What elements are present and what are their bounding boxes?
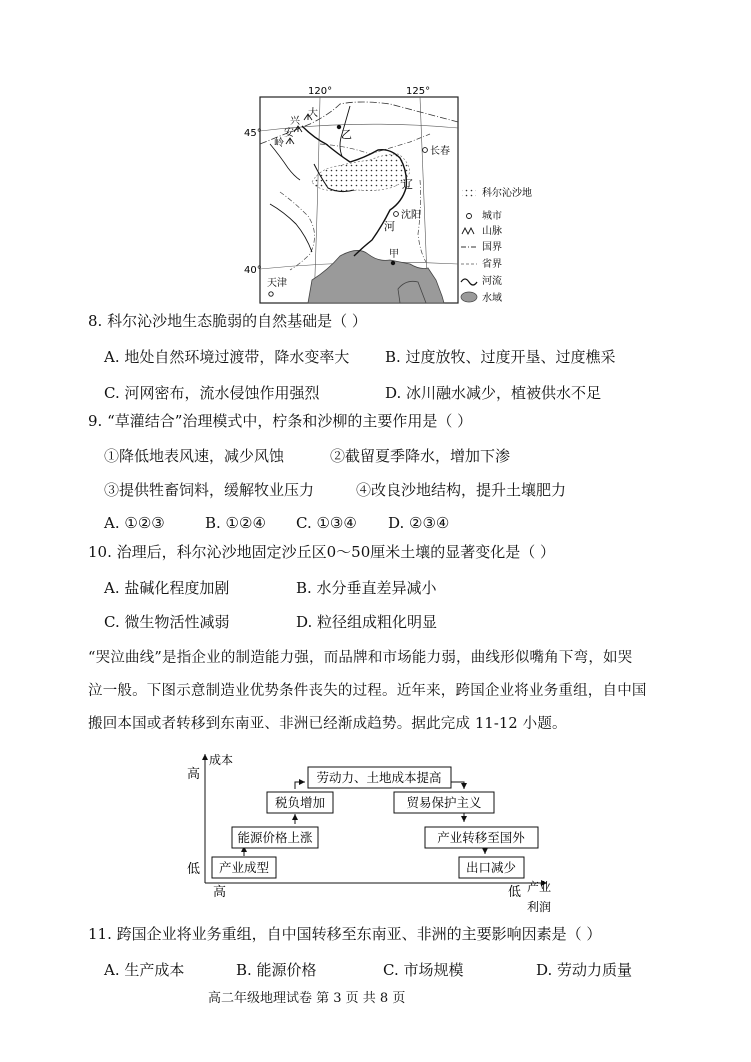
box-transfer: 产业转移至国外 — [437, 830, 525, 845]
lon-label-120: 120° — [308, 86, 333, 97]
legend-label-provincial: 省界 — [482, 259, 502, 270]
water-icon — [461, 292, 477, 302]
legend-label-national: 国界 — [482, 242, 502, 253]
legend-label-mountain: 山脉 — [482, 226, 502, 237]
box-formation: 产业成型 — [218, 860, 270, 875]
x-axis-low: 低 — [508, 885, 522, 900]
question-9-statement-3: ③提供牲畜饲料，缓解牧业压力 — [104, 481, 315, 499]
question-11-option-d[interactable]: D. 劳动力质量 — [536, 961, 633, 979]
y-axis-low: 低 — [187, 862, 201, 877]
label-he: 河 — [384, 220, 395, 233]
question-9-statement-1: ①降低地表风速，减少风蚀 — [104, 447, 285, 465]
question-11-stem: 11. 跨国企业将业务重组，自中国转移至东南亚、非洲的主要影响因素是（ ） — [88, 925, 602, 943]
question-8-stem: 8. 科尔沁沙地生态脆弱的自然基础是（ ） — [88, 312, 367, 330]
question-10-option-c[interactable]: C. 微生物活性减弱 — [104, 613, 230, 631]
city-tianjin — [269, 292, 273, 296]
x-axis-label-1: 产业 — [527, 880, 552, 894]
dots-icon — [462, 188, 476, 197]
question-11-option-b[interactable]: B. 能源价格 — [236, 961, 317, 979]
question-11-option-c[interactable]: C. 市场规模 — [383, 961, 464, 979]
y-axis-label: 成本 — [209, 753, 234, 767]
label-yi: 乙 — [341, 128, 352, 141]
question-9-option-a[interactable]: A. ①②③ — [104, 514, 165, 532]
label-shenyang: 沈阳 — [401, 210, 421, 221]
legend-label-sandy: 科尔沁沙地 — [482, 188, 532, 199]
mountain-char-2: 兴 — [290, 116, 300, 127]
y-axis-high: 高 — [187, 767, 201, 782]
mountain-char-4: 岭 — [274, 138, 284, 149]
city-shenyang — [394, 212, 399, 217]
question-9-option-c[interactable]: C. ①③④ — [296, 514, 357, 532]
question-8-option-c[interactable]: C. 河网密布，流水侵蚀作用强烈 — [104, 384, 320, 402]
question-9-option-d[interactable]: D. ②③④ — [388, 514, 450, 532]
question-11-option-a[interactable]: A. 生产成本 — [104, 961, 185, 979]
legend-label-river: 河流 — [482, 276, 502, 287]
x-axis-high: 高 — [213, 885, 227, 900]
box-energy: 能源价格上涨 — [237, 830, 313, 845]
city-changchun — [423, 148, 428, 153]
material-line-3: 搬回本国或者转移到东南亚、非洲已经渐成趋势。据此完成 11-12 小题。 — [88, 716, 567, 732]
question-9-stem: 9. “草灌结合”治理模式中，柠条和沙柳的主要作用是（ ） — [88, 412, 473, 430]
x-axis-label-2: 利润 — [527, 900, 552, 914]
mountain-char-3: 安 — [284, 128, 294, 139]
lat-label-45: 45° — [244, 128, 262, 139]
material-line-2: 泣一般。下图示意制造业优势条件丧失的过程。近年来，跨国企业将业务重组，自中国 — [88, 683, 647, 699]
city-icon — [467, 214, 472, 219]
page-footer: 高二年级地理试卷 第 3 页 共 8 页 — [208, 991, 406, 1006]
mountain-char-1: 大 — [308, 108, 318, 119]
point-jia — [391, 261, 395, 265]
river-icon — [461, 279, 477, 285]
map-legend — [461, 186, 532, 304]
lat-label-40: 40° — [244, 265, 262, 276]
material-line-1: “哭泣曲线”是指企业的制造能力强，而品牌和市场能力弱，曲线形似嘴角下弯，如哭 — [88, 650, 633, 666]
question-8-option-b[interactable]: B. 过度放牧、过度开垦、过度樵采 — [385, 348, 616, 366]
label-jia: 甲 — [389, 249, 399, 260]
label-liao: 辽 — [402, 178, 413, 191]
question-8-option-a[interactable]: A. 地处自然环境过渡带，降水变率大 — [104, 348, 350, 366]
question-8-option-d[interactable]: D. 冰川融水减少，植被供水不足 — [385, 384, 602, 402]
lon-label-125: 125° — [406, 86, 431, 97]
question-9-option-b[interactable]: B. ①②④ — [205, 514, 266, 532]
label-changchun: 长春 — [430, 146, 450, 157]
legend-label-city: 城市 — [482, 211, 502, 222]
question-10-stem: 10. 治理后，科尔沁沙地固定沙丘区0～50厘米土壤的显著变化是（ ） — [88, 543, 556, 561]
box-export: 出口减少 — [465, 860, 517, 875]
box-trade: 贸易保护主义 — [406, 795, 482, 810]
box-cost-rise: 劳动力、土地成本提高 — [316, 770, 442, 785]
question-9-statement-2: ②截留夏季降水，增加下渗 — [330, 447, 511, 465]
mountain-icon — [462, 228, 474, 234]
question-10-option-a[interactable]: A. 盐碱化程度加剧 — [104, 579, 230, 597]
question-10-option-d[interactable]: D. 粒径组成粗化明显 — [296, 613, 438, 631]
label-tianjin: 天津 — [267, 278, 287, 289]
crying-curve-diagram — [185, 748, 585, 918]
legend-label-water: 水域 — [482, 293, 502, 304]
box-tax: 税负增加 — [274, 795, 326, 810]
question-10-option-b[interactable]: B. 水分垂直差异减小 — [296, 579, 437, 597]
question-9-statement-4: ④改良沙地结构，提升土壤肥力 — [356, 481, 567, 499]
koerqin-map — [244, 84, 550, 312]
